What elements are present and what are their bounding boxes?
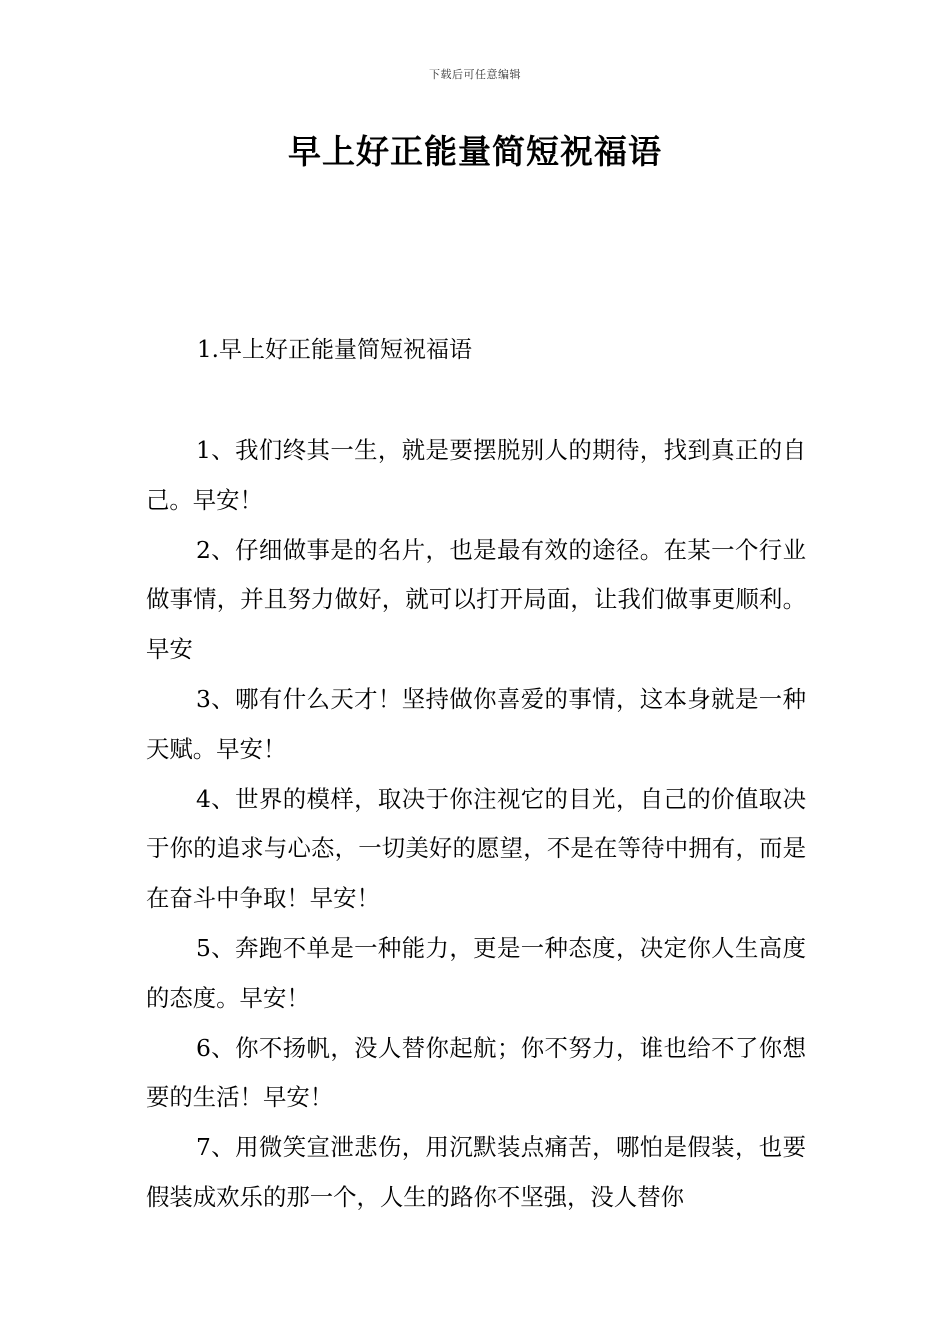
header-note: 下载后可任意编辑: [429, 68, 521, 81]
document-title: 早上好正能量简短祝福语: [288, 132, 662, 171]
body-text: [146, 426, 806, 1223]
paragraph-4: 4、世界的模样，取决于你注视它的目光，自己的价值取决于你的追求与心态，一切美好的愿望，不是在等待中拥有，而是在奋斗中争取！早安！: [146, 784, 806, 913]
paragraph-1: 1、我们终其一生，就是要摆脱别人的期待，找到真正的自己。早安！: [146, 436, 806, 514]
paragraph-5: 5、奔跑不单是一种能力，更是一种态度，决定你人生高度的态度。早安！: [146, 933, 806, 1012]
section-heading: 1.早上好正能量简短祝福语: [197, 337, 472, 363]
paragraph-7: 7、用微笑宣泄悲伤，用沉默装点痛苦，哪怕是假装，也要假装成欢乐的那一个，人生的路你不坚强，没人替你: [146, 1133, 806, 1211]
paragraph-2: 2、仔细做事是的名片，也是最有效的途径。在某一个行业做事情，并且努力做好，就可以打开局面，让我们做事更顺利。早安: [146, 535, 806, 664]
paragraph-6: 6、你不扬帆，没人替你起航；你不努力，谁也给不了你想要的生活！早安！: [146, 1033, 806, 1112]
paragraph-3: 3、哪有什么天才！坚持做你喜爱的事情，这本身就是一种天赋。早安！: [146, 684, 806, 763]
